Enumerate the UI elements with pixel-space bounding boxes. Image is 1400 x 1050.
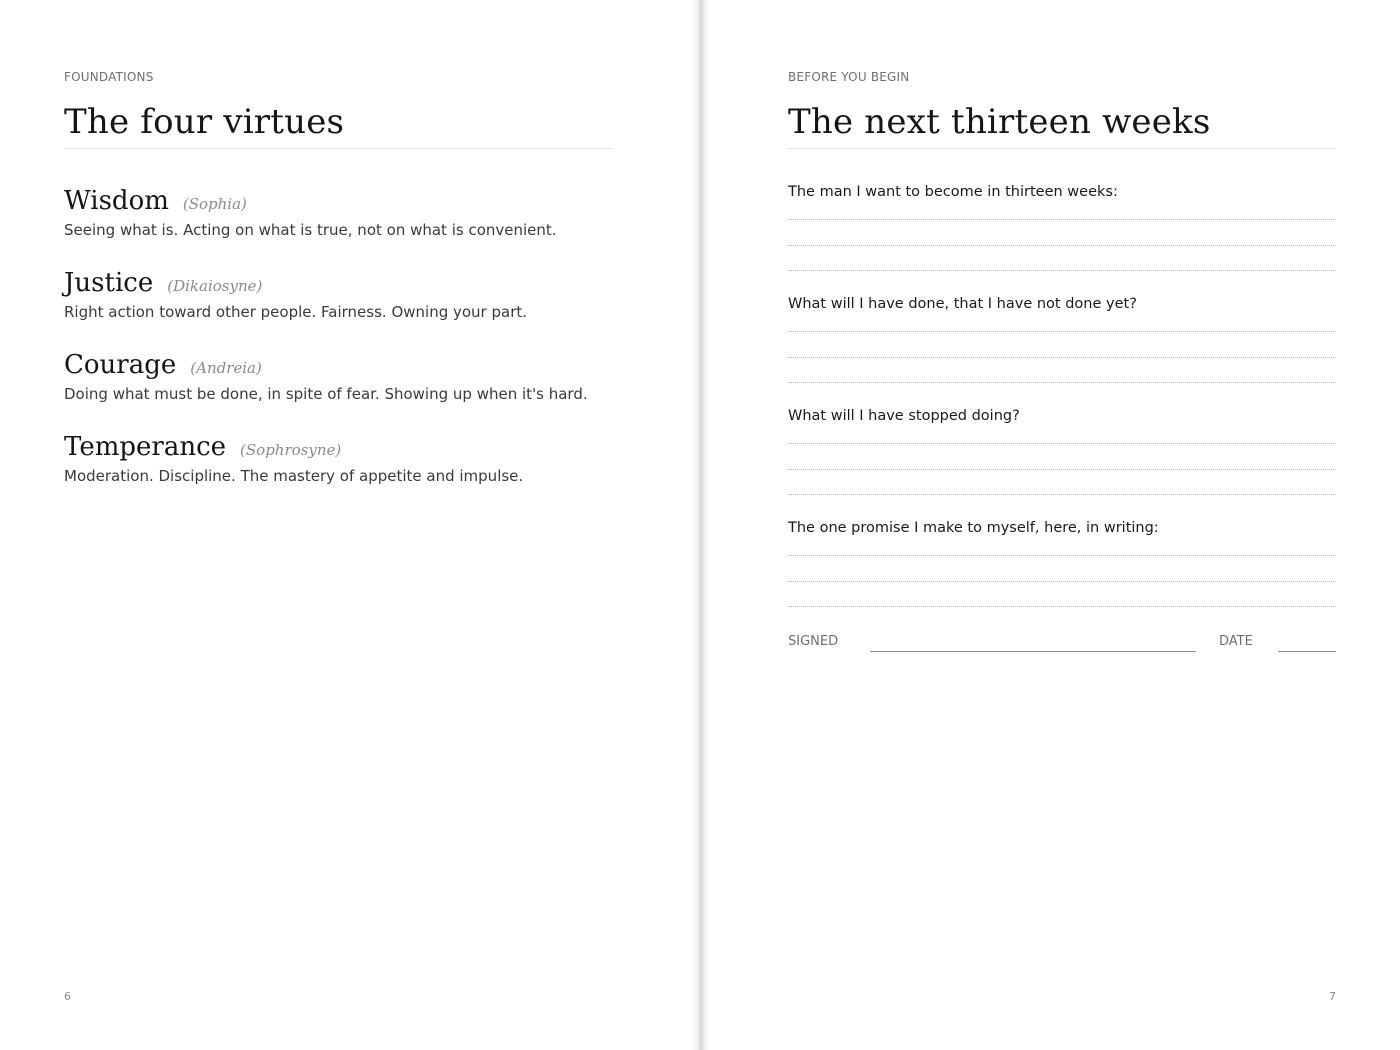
writing-line[interactable] xyxy=(788,470,1336,496)
virtue-greek-name: (Sophia) xyxy=(182,195,247,213)
signed-label: SIGNED xyxy=(788,634,839,649)
prompt-item xyxy=(788,292,1336,404)
reflection-prompts xyxy=(788,180,1336,628)
virtue-name: Justice xyxy=(64,268,154,298)
virtue-greek-name: (Andreia) xyxy=(190,359,262,377)
virtue-greek-name: (Dikaiosyne) xyxy=(167,277,263,295)
virtue-description: Moderation. Discipline. The mastery of appetite and impulse. xyxy=(64,467,524,485)
writing-line[interactable] xyxy=(788,358,1336,384)
prompt-question: The one promise I make to myself, here, in writing: xyxy=(788,520,1159,536)
prompt-item xyxy=(788,180,1336,292)
prompt-question: The man I want to become in thirteen weeks: xyxy=(788,184,1118,200)
section-eyebrow: FOUNDATIONS xyxy=(64,70,154,84)
section-eyebrow: BEFORE YOU BEGIN xyxy=(788,70,910,84)
date-label: DATE xyxy=(1219,634,1253,649)
virtue-item-courage xyxy=(64,347,624,429)
virtue-item-wisdom xyxy=(64,183,624,265)
virtue-description: Right action toward other people. Fairness. Owning your part. xyxy=(64,303,528,321)
virtue-name: Courage xyxy=(64,350,177,380)
virtue-item-justice xyxy=(64,265,624,347)
writing-line[interactable] xyxy=(788,428,1336,444)
virtue-greek-name: (Sophrosyne) xyxy=(240,441,342,459)
writing-line[interactable] xyxy=(788,540,1336,556)
writing-line[interactable] xyxy=(788,556,1336,582)
date-line[interactable] xyxy=(1278,651,1336,652)
title-divider xyxy=(788,148,1336,149)
title-divider xyxy=(64,148,613,149)
virtues-list xyxy=(64,183,624,511)
prompt-item xyxy=(788,516,1336,628)
writing-line[interactable] xyxy=(788,332,1336,358)
page-title: The next thirteen weeks xyxy=(788,102,1211,142)
prompt-item xyxy=(788,404,1336,516)
page-title: The four virtues xyxy=(64,102,345,142)
writing-line[interactable] xyxy=(788,316,1336,332)
virtue-name: Wisdom xyxy=(64,186,169,216)
writing-line[interactable] xyxy=(788,246,1336,272)
virtue-description: Seeing what is. Acting on what is true, not on what is convenient. xyxy=(64,221,557,239)
writing-line[interactable] xyxy=(788,204,1336,220)
virtue-description: Doing what must be done, in spite of fear. Showing up when it's hard. xyxy=(64,385,588,403)
right-page xyxy=(700,0,1400,1050)
signature-row xyxy=(788,630,1336,654)
prompt-question: What will I have stopped doing? xyxy=(788,408,1020,424)
page-number: 6 xyxy=(64,990,71,1003)
signature-line[interactable] xyxy=(870,651,1196,652)
writing-line[interactable] xyxy=(788,444,1336,470)
page-number: 7 xyxy=(1329,990,1336,1003)
virtue-name: Temperance xyxy=(64,432,227,462)
writing-line[interactable] xyxy=(788,582,1336,608)
writing-line[interactable] xyxy=(788,220,1336,246)
virtue-item-temperance xyxy=(64,429,624,511)
prompt-question: What will I have done, that I have not done yet? xyxy=(788,296,1137,312)
